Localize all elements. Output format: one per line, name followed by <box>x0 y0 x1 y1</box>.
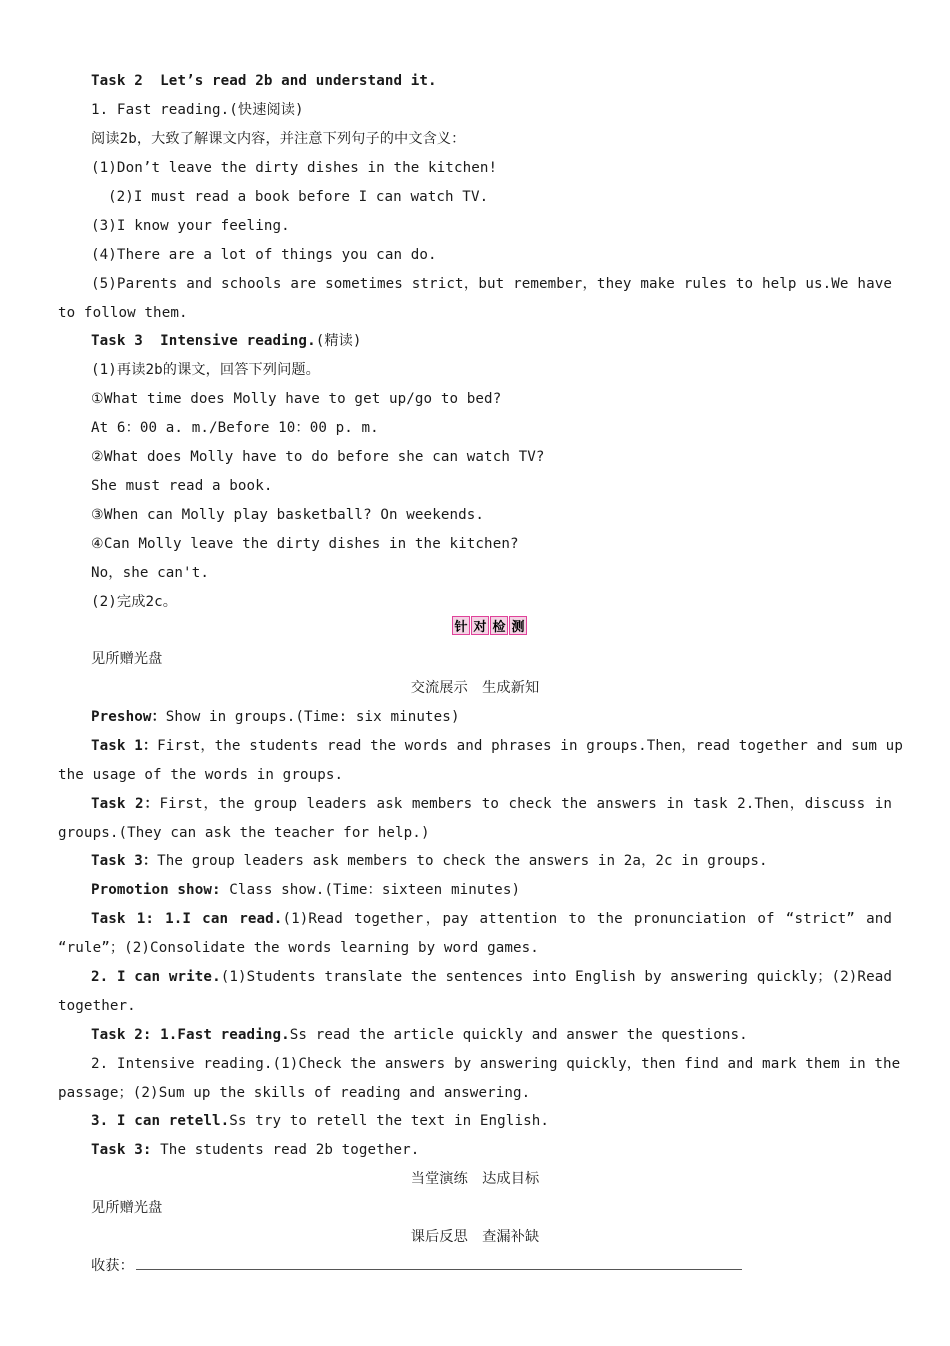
badge-char-2: 对 <box>471 616 489 635</box>
instruction-line: 阅读2b，大致了解课文内容，并注意下列句子的中文含义： <box>91 131 466 147</box>
complete-2c: (2)完成2c。 <box>91 594 178 610</box>
promo-intensive-cont: passage；(2)Sum up the skills of reading and answering. <box>58 1085 531 1101</box>
preshow-task1-cont: the usage of the words in groups. <box>58 767 344 783</box>
sentence-1: (1)Don’t leave the dirty dishes in the kitchen! <box>91 160 498 176</box>
preshow-line: Preshow：Show in groups.(Time: six minutes) <box>91 709 460 725</box>
answer-4: No，she can't. <box>91 565 209 581</box>
badge-char-4: 测 <box>509 616 527 635</box>
promo-task3: Task 3: The students read 2b together. <box>91 1142 420 1158</box>
promo-task1: Task 1: 1.I can read.(1)Read together，pay attention to the pronunciation of “strict” and <box>91 911 892 927</box>
sentence-2: (2)I must read a book before I can watch TV. <box>108 189 489 205</box>
answer-2: She must read a book. <box>91 478 273 494</box>
promo-task2: Task 2: 1.Fast reading.Ss read the article quickly and answer the questions. <box>91 1027 748 1043</box>
preshow-task2: Task 2：First，the group leaders ask members to check the answers in task 2.Then，discuss in <box>91 796 892 812</box>
badge-char-1: 针 <box>452 616 470 635</box>
harvest-blank[interactable] <box>136 1255 742 1270</box>
question-2: ②What does Molly have to do before she can watch TV? <box>91 449 545 465</box>
section-title-reflection: 课后反思 查漏补缺 <box>410 1229 540 1245</box>
badge-char-3: 检 <box>490 616 508 635</box>
question-1: ①What time does Molly have to get up/go to bed? <box>91 391 502 407</box>
see-disc-2: 见所赠光盘 <box>91 1200 163 1216</box>
harvest-line: 收获： <box>91 1252 892 1281</box>
question-3: ③When can Molly play basketball? On weekends. <box>91 507 485 523</box>
sentence-3: (3)I know your feeling. <box>91 218 290 234</box>
section-badge <box>452 616 527 635</box>
preshow-task1: Task 1：First，the students read the words and phrases in groups.Then，read together and sum up <box>91 738 903 754</box>
sentence-5-cont: to follow them. <box>58 305 188 321</box>
promotion-show-line: Promotion show: Class show.(Time：sixteen minutes) <box>91 882 521 898</box>
sentence-4: (4)There are a lot of things you can do. <box>91 247 437 263</box>
section-title-exchange: 交流展示 生成新知 <box>410 680 540 696</box>
sentence-5: (5)Parents and schools are sometimes strict，but remember，they make rules to help us.We have <box>91 276 892 292</box>
promo-write: 2. I can write.(1)Students translate the sentences into English by answering quickly；(2)Read <box>91 969 892 985</box>
promo-write-cont: together. <box>58 998 136 1014</box>
task3-heading: Task 3 Intensive reading.(精读) <box>91 333 362 349</box>
section-title-practice: 当堂演练 达成目标 <box>410 1171 540 1187</box>
promo-task1-cont: “rule”；(2)Consolidate the words learning by word games. <box>58 940 539 956</box>
answer-1: At 6：00 a. m./Before 10：00 p. m. <box>91 420 379 436</box>
fast-reading-heading: 1. Fast reading.(快速阅读) <box>91 102 304 118</box>
task2-heading: Task 2 Let’s read 2b and understand it. <box>91 73 437 89</box>
promo-intensive: 2. Intensive reading.(1)Check the answers by answering quickly，then find and mark them in the <box>91 1056 901 1072</box>
preshow-task2-cont: groups.(They can ask the teacher for help.) <box>58 825 430 841</box>
promo-retell: 3. I can retell.Ss try to retell the text in English. <box>91 1113 550 1129</box>
reread-instruction: (1)再读2b的课文，回答下列问题。 <box>91 362 320 378</box>
preshow-task3: Task 3：The group leaders ask members to check the answers in 2a，2c in groups. <box>91 853 768 869</box>
see-disc-1: 见所赠光盘 <box>91 651 163 667</box>
question-4: ④Can Molly leave the dirty dishes in the kitchen? <box>91 536 519 552</box>
